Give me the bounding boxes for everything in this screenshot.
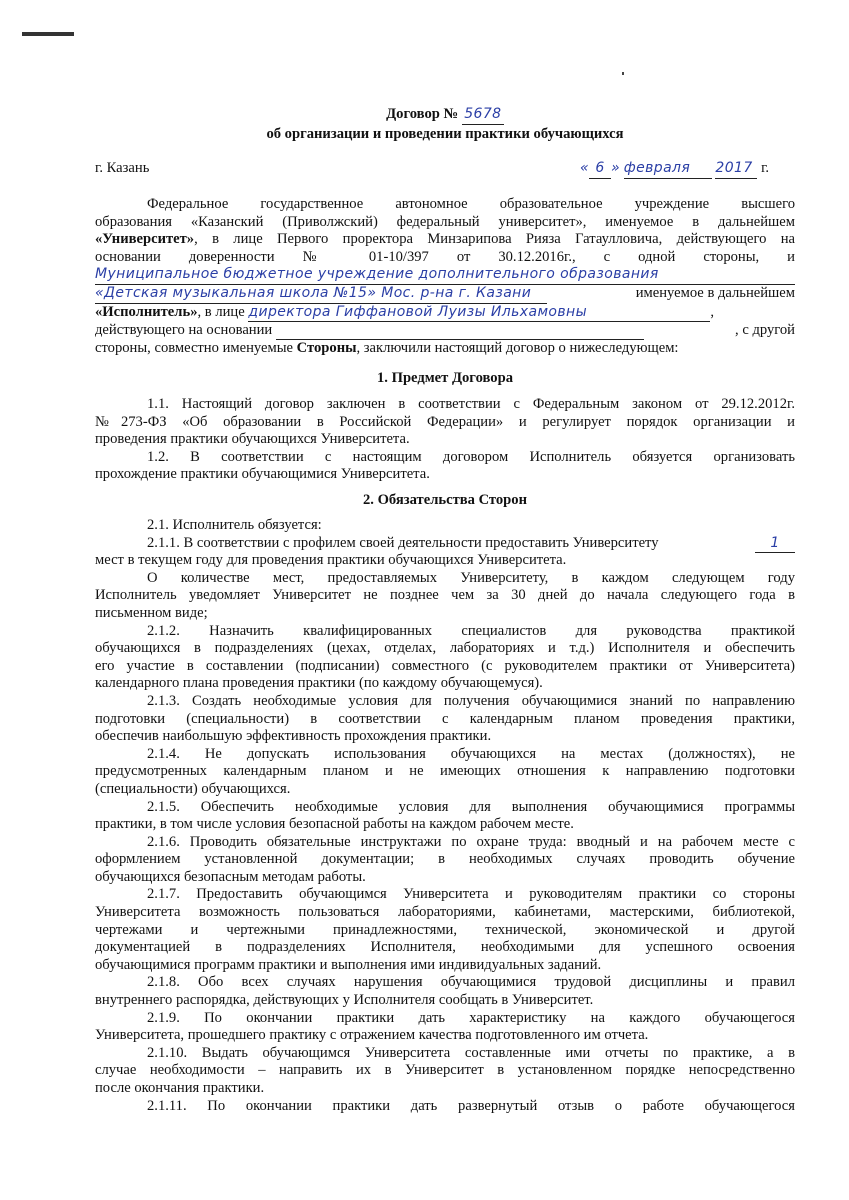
places-note-line: письменном виде; [95,604,208,621]
clause-2-1-4-line: предусмотренных календарным планом и не имеющих отношения к направлению подготовки [95,763,795,780]
date-month-handwritten: февраля [624,160,712,179]
clause-2-1-2-line: календарного плана проведения практики (по каждому обучающемуся). [95,675,543,692]
contract-subtitle: об организации и проведении практики обучающихся [266,126,624,142]
preamble-text: , с другой [735,322,795,339]
clause-2-1-10-line: после окончания практики. [95,1080,265,1096]
clause-2-1-10-line: 2.1.10. Выдать обучающимся Университета составленные ими отчеты по практике, а в [147,1044,795,1061]
section-1-title: 1. Предмет Договора [377,370,513,386]
preamble-line [95,285,795,304]
section-1-body [95,396,795,484]
preamble-text: , [710,303,715,320]
title-prefix: Договор № [386,106,459,122]
preamble-line [95,340,795,358]
clause-1-1-line: 1.1. Настоящий договор заключен в соответствии с Федеральным законом от 29.12.2012г. [147,396,795,412]
clause-2-1-4-line: (специальности) обучающихся. [95,780,291,797]
preamble-line: Федеральное государственное автономное образовательное учреждение высшего [147,196,795,212]
clause-2-1: 2.1. Исполнитель обязуется: [147,517,322,533]
executor-name-handwritten-1: Муниципальное бюджетное учреждение дополнительного образования [95,266,795,285]
preamble-text: , в лице [197,303,245,320]
date-year-handwritten: 2017 [715,160,757,179]
clause-2-1-3-line: 2.1.3. Создать необходимые условия для получения обучающимися знаний по направлению [147,692,795,709]
executor-representative-handwritten: директора Гиффановой Луизы Ильхамовны [248,304,710,323]
clause-2-1-4-line: 2.1.4. Не допускать использования обучающихся на местах (должностях), не [147,745,795,762]
preamble-text: стороны, совместно именуемые [95,339,293,356]
place: г. Казань [95,160,150,176]
preamble [95,196,795,357]
clause-2-1-2-line: его участие в составлении (подписании) совместного (с руководителем практики от Университета) [95,657,795,674]
preamble-text: , заключили настоящий договор о нижеследующем: [356,339,679,356]
section-2-body [95,517,795,1115]
clause-2-1-7-line: обучающимися программ практики и выполнения ими индивидуальных заданий. [95,956,602,973]
clause-2-1-3-line: подготовки (специальности) в соответствии с календарным планом проведения практики, [95,710,795,727]
clause-2-1-9-line: Университета, прошедшего практику с отражением качества подготовленного им отчета. [95,1027,649,1044]
preamble-line: основании доверенности № 01-10/397 от 30.12.2016г., с одной стороны, и [95,248,795,265]
parties-term: Стороны [296,339,357,356]
places-note-line: Исполнитель уведомляет Университет не позднее чем за 30 дней до начала следующего года в [95,587,795,604]
section-2-title: 2. Обязательства Сторон [362,492,528,508]
clause-1-2-line: 1.2. В соответствии с настоящим договором Исполнитель обязуется организовать [147,448,795,465]
clause-2-1-6-line: обучающихся безопасным методам работы. [95,868,366,885]
preamble-line [95,304,795,323]
executor-name-handwritten-2: «Детская музыкальная школа №15» Мос. р-на г. Казани [95,285,547,304]
preamble-line [95,231,795,249]
date-suffix: г. [761,160,770,176]
clause-2-1-1-line [95,535,795,553]
clause-2-1-6-line: оформлением установленной документации; в необходимых случаях проводить обучение [95,851,795,868]
date-day-handwritten: 6 [589,160,611,179]
clause-2-1-11-line: 2.1.11. По окончании практики дать развернутый отзыв о работе обучающегося [147,1097,795,1114]
clause-2-1-5-line: практики, в том числе условия безопасной работы на каждом рабочем месте. [95,816,574,833]
clause-2-1-1-line: мест в текущем году для проведения практики обучающихся Университета. [95,552,567,569]
clause-2-1-8-line: 2.1.8. Обо всех случаях нарушения обучающимися трудовой дисциплины и правил [147,974,795,991]
clause-2-1-7-line: Университета возможность пользоваться лабораториями, кабинетами, мастерскими, библиотекой, [95,904,795,921]
date-close-quote: » [611,160,621,176]
date-open-quote: « [580,160,590,176]
preamble-line [95,322,795,340]
clause-2-1-9-line: 2.1.9. По окончании практики дать характеристику на каждого обучающегося [147,1009,795,1026]
clause-1-2-line: прохождение практики обучающимися Университета. [95,466,430,483]
basis-blank [276,325,644,340]
clause-2-1-2-line: 2.1.2. Назначить квалифицированных специалистов для руководства практикой [147,622,795,639]
clause-2-1-7-line: документацией в подразделениях Исполнителя, необходимыми для успешного освоения [95,939,795,956]
places-count-handwritten: 1 [755,535,795,554]
clause-2-1-8-line: внутреннего распорядка, действующих у Исполнителя сообщать в Университет. [95,992,594,1009]
preamble-line: образования «Казанский (Приволжский) федеральный университет», именуемое в дальнейшем [95,213,795,230]
clause-2-1-7-line: 2.1.7. Предоставить обучающимся Университета и руководителям практики со стороны [147,886,795,903]
clause-2-1-6-line: 2.1.6. Проводить обязательные инструктажи по охране труда: вводный и на рабочем месте с [147,833,795,850]
clause-2-1-5-line: 2.1.5. Обеспечить необходимые условия для выполнения обучающимися программы [147,798,795,815]
executor-term: «Исполнитель» [95,303,198,320]
preamble-text: именуемое в дальнейшем [635,284,795,301]
clause-text: 2.1.1. В соответствии с профилем своей деятельности предоставить Университету [147,534,659,551]
clause-2-1-7-line: чертежами и чертежными принадлежностями, технической, экономической и другой [95,921,795,938]
scan-mark [22,32,74,36]
clause-1-1-line: №273-ФЗ «Об образовании в Российской Федерации» и регулирует порядок организации и [95,413,795,430]
university-term: «Университет» [95,231,195,248]
clause-2-1-10-line: случае необходимости – направить их в Университет в установленном порядке непосредственно [95,1062,795,1079]
clause-2-1-2-line: обучающихся в подразделениях (цехах, отделах, лабораториях и т.д.) Исполнителя и обеспечить [95,640,795,657]
clause-1-1-line: проведения практики обучающихся Университета. [95,431,410,448]
contract-date [580,160,769,179]
contract-number-handwritten: 5678 [462,106,504,125]
clause-2-1-3-line: обеспечив наибольшую эффективность прохождения практики. [95,728,492,745]
contract-title [95,106,795,125]
preamble-text: , в лице Первого проректора Минзарипова Рияза Гатаулловича, действующего на [194,231,795,248]
scan-speck [622,72,624,75]
places-note-line: О количестве мест, предоставляемых Университету, в каждом следующем году [147,569,795,586]
preamble-text: действующего на основании [95,322,273,339]
